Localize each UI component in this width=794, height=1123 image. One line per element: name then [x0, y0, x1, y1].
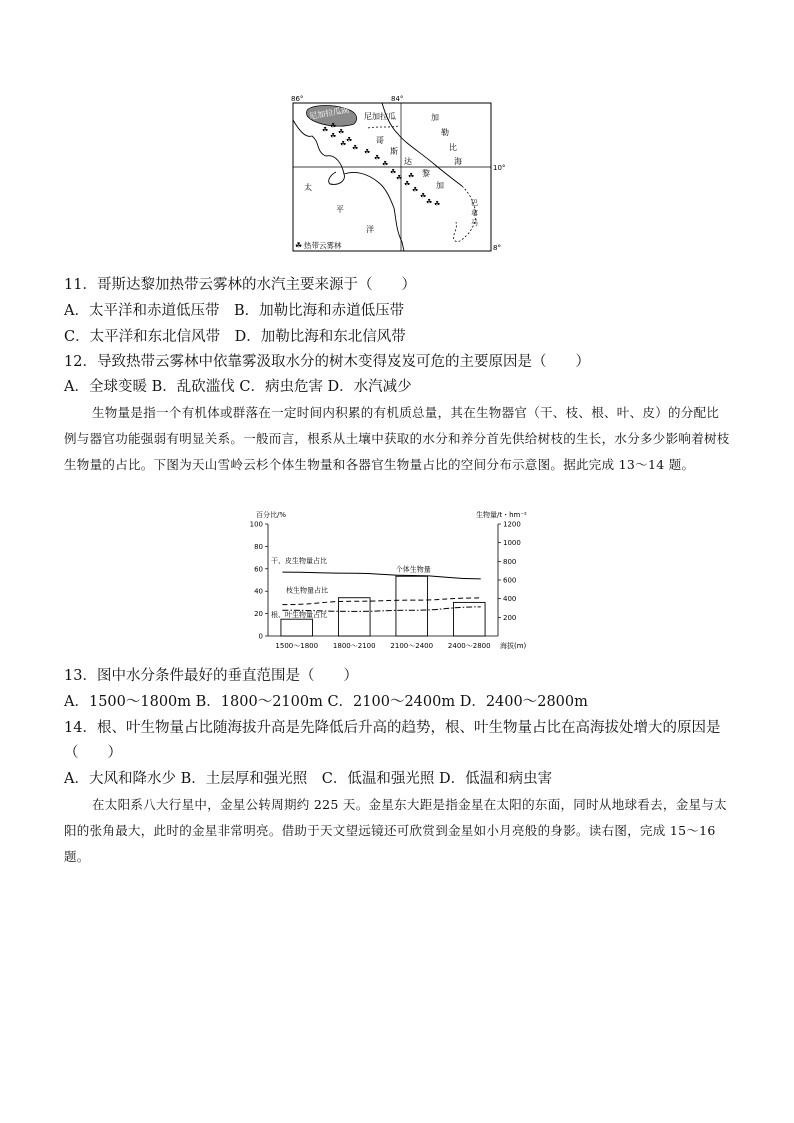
- question-11-options-ab: A．太平洋和赤道低压带 B．加勒比海和赤道低压带: [64, 303, 405, 319]
- lake-label: 尼加拉瓜湖: [308, 105, 350, 121]
- left-axis-title: 百分比/%: [256, 511, 287, 519]
- right-axis-title: 生物量/t・hm⁻²: [476, 511, 527, 519]
- left-tick-label: 80: [254, 542, 263, 551]
- panama-char-3: 马: [471, 219, 478, 227]
- trunk-ratio-label: 干、皮生物量占比: [271, 557, 327, 566]
- biomass-bar: [281, 619, 313, 636]
- biomass-bar: [338, 598, 370, 636]
- costa-rica-char-1: 哥: [376, 136, 384, 145]
- pacific-char-3: 洋: [366, 225, 374, 234]
- nicaragua-label: 尼加拉瓜: [364, 112, 396, 121]
- lon-84-label: 84°: [391, 95, 404, 103]
- cloud-forest-icon: ☘: [404, 180, 411, 188]
- lat-10-label: 10°: [493, 164, 506, 172]
- pacific-char-1: 太: [304, 183, 312, 192]
- category-label: 2400～2800: [447, 642, 491, 650]
- right-tick-label: 800: [503, 557, 517, 566]
- right-tick-label: 200: [503, 613, 517, 622]
- caribbean-char-1: 加: [431, 113, 439, 122]
- series-line: [282, 572, 480, 579]
- left-tick-label: 60: [254, 565, 263, 574]
- right-tick-label: 1000: [503, 539, 521, 548]
- cloud-forest-icon: ☘: [338, 128, 345, 136]
- cloud-forest-icon: ☘: [382, 160, 389, 168]
- panama-char-2: 拿: [471, 209, 478, 217]
- cloud-forest-icon: ☘: [330, 122, 337, 130]
- cloud-forest-icon: ☘: [322, 126, 329, 134]
- panama-char-1: 巴: [471, 199, 478, 207]
- biomass-bar: [396, 576, 428, 636]
- left-tick-label: 0: [258, 632, 263, 641]
- biomass-chart: [238, 506, 542, 654]
- passage-biomass: 生物量是指一个有机体或群落在一定时间内积累的有机质总量，其在生物器官（干、枝、根、叶、皮）的分配比例与器官功能强弱有明显关系。一般而言，根系从土壤中获取的水分和养分首先供给树枝的生长，水分多少影响着树枝生物量的占比。下图为天山雪岭云杉个体生物量和各器官生物量占比的空间分布示意图。据此完成 13～14 题。: [64, 405, 730, 472]
- caribbean-char-2: 勒: [441, 128, 449, 137]
- right-tick-label: 600: [503, 576, 517, 585]
- question-12-options: A．全球变暖 B．乱砍滥伐 C．病虫危害 D．水汽减少: [64, 379, 412, 395]
- question-13-stem: 13．图中水分条件最好的垂直范围是（ ）: [64, 668, 358, 684]
- branch-ratio-label: 枝生物量占比: [286, 586, 328, 595]
- cloud-forest-icon: ☘: [346, 136, 353, 144]
- pacific-char-2: 平: [336, 205, 344, 214]
- cloud-forest-icon: ☘: [364, 148, 371, 156]
- passage-venus: 在太阳系八大行星中，金星公转周期约 225 天。金星东大距是指金星在太阳的东面，同时从地球看去，金星与太阳的张角最大，此时的金星非常明亮。借助于天文望远镜还可欣赏到金星如小月亮般的身影。读右图，完成 15～16 题。: [64, 797, 727, 864]
- costa-rica-char-2: 斯: [390, 147, 398, 156]
- left-tick-label: 100: [249, 520, 263, 529]
- question-14-options: A．大风和降水少 B．土层厚和强光照 C．低温和强光照 D．低温和病虫害: [64, 771, 553, 787]
- lon-86-label: 86°: [291, 95, 304, 103]
- right-tick-label: 400: [503, 595, 517, 604]
- cloud-forest-icon: ☘: [374, 154, 381, 162]
- costa-rica-char-4: 黎: [422, 169, 430, 178]
- cloud-forest-icon: ☘: [426, 198, 433, 206]
- cloud-forest-icon: ☘: [390, 168, 397, 176]
- cloud-forest-icon: ☘: [330, 132, 337, 140]
- costa-rica-map: [286, 94, 508, 256]
- category-label: 1800～2100: [332, 642, 376, 650]
- x-axis-title: 海拔(m): [500, 642, 527, 650]
- cloud-forest-icon: ☘: [434, 200, 441, 208]
- rootleaf-ratio-label: 根、叶生物量占比: [271, 610, 327, 619]
- left-tick-label: 40: [254, 587, 263, 596]
- question-14-stem-cont: （ ）: [64, 745, 122, 761]
- question-11-options-cd: C．太平洋和东北信风带 D．加勒比海和东北信风带: [64, 329, 406, 345]
- question-13-options: A．1500～1800m B．1800～2100m C．2100～2400m D．2400～2800m: [64, 694, 588, 710]
- cloud-forest-icon: ☘: [352, 144, 359, 152]
- legend-label: 热带云雾林: [304, 241, 342, 250]
- caribbean-char-3: 比: [449, 143, 457, 152]
- individual-biomass-label: 个体生物量: [395, 565, 431, 574]
- costa-rica-char-3: 达: [404, 157, 412, 166]
- left-tick-label: 20: [254, 610, 263, 619]
- series-line: [282, 598, 480, 605]
- cloud-forest-icon: ☘: [396, 174, 403, 182]
- costa-rica-char-5: 加: [436, 181, 444, 190]
- question-14-stem: 14．根、叶生物量占比随海拔升高是先降低后升高的趋势，根、叶生物量占比在高海拔处增大的原因是: [64, 720, 721, 736]
- caribbean-char-4: 海: [454, 157, 462, 166]
- lat-8-label: 8°: [493, 244, 501, 252]
- category-label: 1500～1800: [275, 642, 319, 650]
- question-11-stem: 11．哥斯达黎加热带云雾林的水汽主要来源于（ ）: [64, 277, 416, 293]
- cloud-forest-icon: ☘: [408, 172, 415, 180]
- legend-cloud-forest-icon: ☘: [295, 241, 303, 250]
- cloud-forest-icon: ☘: [412, 186, 419, 194]
- cloud-forest-icon: ☘: [420, 192, 427, 200]
- right-tick-label: 1200: [503, 520, 521, 529]
- category-label: 2100～2400: [390, 642, 434, 650]
- cloud-forest-icon: ☘: [340, 140, 347, 148]
- question-12-stem: 12．导致热带云雾林中依靠雾汲取水分的树木变得岌岌可危的主要原因是（ ）: [64, 354, 590, 370]
